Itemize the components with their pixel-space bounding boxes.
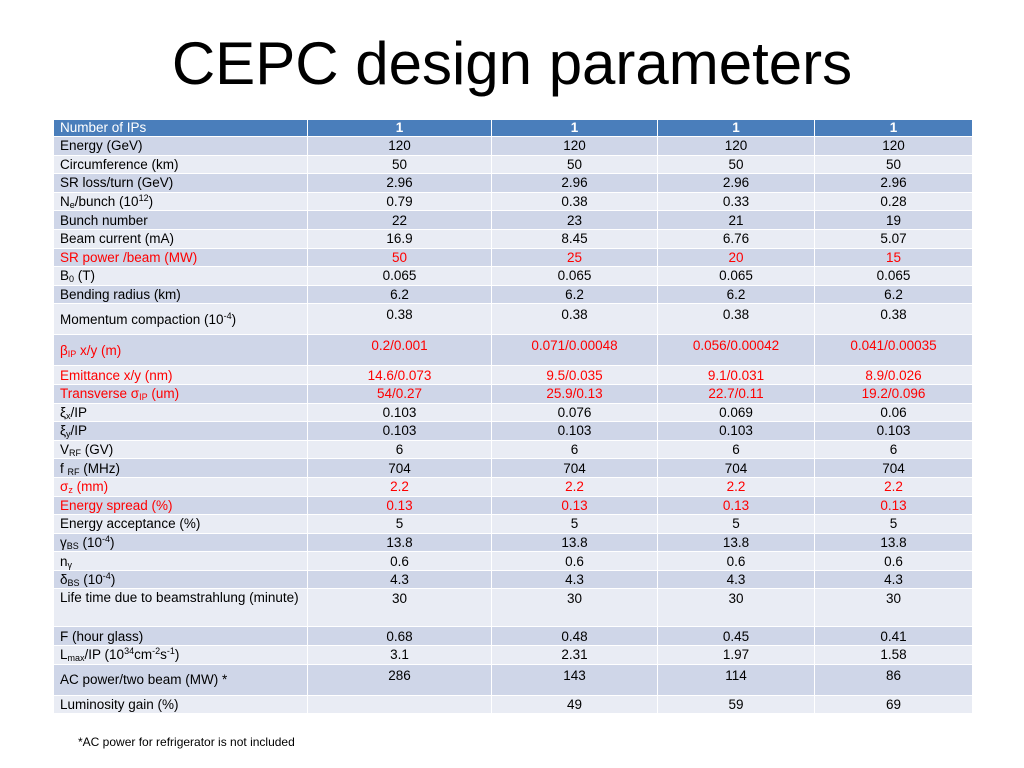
cell: 15 bbox=[815, 248, 973, 267]
row-label bbox=[54, 384, 308, 403]
label-superscript: -4 bbox=[102, 571, 111, 582]
label-part: V bbox=[60, 442, 70, 458]
cell: 25.9/0.13 bbox=[492, 384, 658, 403]
cell: 0.38 bbox=[492, 192, 658, 211]
cell: 6.2 bbox=[308, 285, 492, 304]
row-label: Number of IPs bbox=[54, 120, 308, 137]
cell: 1 bbox=[815, 120, 973, 137]
label-part: Transverse σ bbox=[60, 386, 140, 402]
cell: 0.069 bbox=[658, 403, 815, 422]
table-row-beam-current bbox=[54, 229, 973, 248]
label-part: cm bbox=[134, 647, 153, 663]
cell: 2.2 bbox=[308, 477, 492, 496]
cell: 4.3 bbox=[492, 570, 658, 589]
cell: 0.103 bbox=[815, 422, 973, 441]
label-superscript: -4 bbox=[102, 533, 111, 544]
cell: 6 bbox=[658, 440, 815, 459]
label-subscript: IP bbox=[67, 348, 77, 359]
label-superscript: -1 bbox=[166, 646, 175, 657]
table-row-life-time bbox=[54, 589, 973, 627]
cell: 0.13 bbox=[815, 496, 973, 515]
cell: 30 bbox=[492, 589, 658, 627]
cell: 0.103 bbox=[308, 403, 492, 422]
cell: 54/0.27 bbox=[308, 384, 492, 403]
cell: 704 bbox=[308, 459, 492, 478]
cell: 1.58 bbox=[815, 646, 973, 665]
cell: 5 bbox=[815, 515, 973, 534]
cell: 0.103 bbox=[658, 422, 815, 441]
cell: 0.38 bbox=[308, 304, 492, 335]
row-label bbox=[54, 192, 308, 211]
label-part: s bbox=[160, 647, 167, 663]
cell: 2.2 bbox=[658, 477, 815, 496]
table-row-sigma-z bbox=[54, 477, 973, 496]
label-subscript: y bbox=[66, 429, 71, 440]
cell: 0.13 bbox=[492, 496, 658, 515]
row-label: Beam current (mA) bbox=[54, 229, 308, 248]
cell: 0.071/0.00048 bbox=[492, 335, 658, 366]
table-row-momentum-compaction bbox=[54, 304, 973, 335]
cell: 49 bbox=[492, 695, 658, 714]
row-label: Luminosity gain (%) bbox=[54, 695, 308, 714]
cell: 0.6 bbox=[815, 552, 973, 571]
cell: 14.6/0.073 bbox=[308, 366, 492, 385]
label-subscript: max bbox=[67, 653, 85, 664]
cell: 143 bbox=[492, 664, 658, 695]
label-part: ξ bbox=[60, 423, 67, 439]
label-part: (um) bbox=[147, 386, 180, 402]
label-part: β bbox=[60, 342, 68, 358]
row-label bbox=[54, 533, 308, 552]
cell: 6.2 bbox=[658, 285, 815, 304]
cell: 20 bbox=[658, 248, 815, 267]
table-row-transverse-sigma bbox=[54, 384, 973, 403]
label-part: f bbox=[60, 460, 68, 476]
cell: 30 bbox=[815, 589, 973, 627]
cell: 0.056/0.00042 bbox=[658, 335, 815, 366]
cell: 4.3 bbox=[308, 570, 492, 589]
cell bbox=[308, 695, 492, 714]
cell: 704 bbox=[658, 459, 815, 478]
table-row-b0 bbox=[54, 267, 973, 286]
cell: 4.3 bbox=[815, 570, 973, 589]
label-part: Momentum compaction (10 bbox=[60, 311, 224, 327]
row-label: AC power/two beam (MW) * bbox=[54, 664, 308, 695]
cell: 0.06 bbox=[815, 403, 973, 422]
cell: 120 bbox=[815, 137, 973, 156]
label-part: (10 bbox=[78, 534, 103, 550]
cell: 0.6 bbox=[308, 552, 492, 571]
cell: 5 bbox=[492, 515, 658, 534]
table-row-sr-loss bbox=[54, 174, 973, 193]
label-part: N bbox=[60, 194, 70, 210]
cell: 2.2 bbox=[815, 477, 973, 496]
cell: 286 bbox=[308, 664, 492, 695]
row-label: F (hour glass) bbox=[54, 627, 308, 646]
table-row-energy-acceptance bbox=[54, 515, 973, 534]
cell: 30 bbox=[308, 589, 492, 627]
row-label bbox=[54, 335, 308, 366]
cell: 2.96 bbox=[308, 174, 492, 193]
cell: 704 bbox=[815, 459, 973, 478]
cell: 0.2/0.001 bbox=[308, 335, 492, 366]
table-row-energy bbox=[54, 137, 973, 156]
label-subscript: BS bbox=[67, 578, 80, 589]
table-row-ac-power bbox=[54, 664, 973, 695]
label-superscript: 12 bbox=[138, 193, 149, 204]
cell: 120 bbox=[492, 137, 658, 156]
row-label bbox=[54, 403, 308, 422]
cell: 0.065 bbox=[308, 267, 492, 286]
table-row-v-rf bbox=[54, 440, 973, 459]
cell: 0.13 bbox=[308, 496, 492, 515]
cell: 0.103 bbox=[492, 422, 658, 441]
cell: 13.8 bbox=[815, 533, 973, 552]
label-part: ) bbox=[231, 311, 237, 327]
cell: 5 bbox=[308, 515, 492, 534]
cell: 1 bbox=[492, 120, 658, 137]
cell: 23 bbox=[492, 211, 658, 230]
cell: 21 bbox=[658, 211, 815, 230]
cell: 6.76 bbox=[658, 229, 815, 248]
label-part: (10 bbox=[79, 572, 103, 588]
row-label: Bunch number bbox=[54, 211, 308, 230]
slide-title: CEPC design parameters bbox=[171, 30, 853, 97]
row-label bbox=[54, 646, 308, 665]
cell: 2.96 bbox=[492, 174, 658, 193]
label-part: ) bbox=[148, 194, 154, 210]
cell: 50 bbox=[492, 155, 658, 174]
row-label bbox=[54, 570, 308, 589]
row-label: Emittance x/y (nm) bbox=[54, 366, 308, 385]
cell: 2.31 bbox=[492, 646, 658, 665]
row-label bbox=[54, 422, 308, 441]
table-row-delta-bs bbox=[54, 570, 973, 589]
cell: 0.33 bbox=[658, 192, 815, 211]
cell: 0.065 bbox=[658, 267, 815, 286]
label-part: L bbox=[60, 647, 68, 663]
parameters-table bbox=[53, 119, 973, 714]
label-subscript: e bbox=[69, 200, 75, 211]
cell: 6 bbox=[308, 440, 492, 459]
cell: 114 bbox=[658, 664, 815, 695]
table-row-bunch-number bbox=[54, 211, 973, 230]
label-part: ) bbox=[110, 534, 115, 550]
row-label: SR power /beam (MW) bbox=[54, 248, 308, 267]
cell: 0.041/0.00035 bbox=[815, 335, 973, 366]
cell: 1 bbox=[308, 120, 492, 137]
cell: 120 bbox=[658, 137, 815, 156]
cell: 0.28 bbox=[815, 192, 973, 211]
label-subscript: x bbox=[66, 410, 71, 421]
cell: 13.8 bbox=[658, 533, 815, 552]
label-subscript: z bbox=[68, 485, 73, 496]
table-row-gamma-bs bbox=[54, 533, 973, 552]
label-subscript: IP bbox=[139, 392, 148, 403]
table-row-emittance bbox=[54, 366, 973, 385]
cell: 6 bbox=[492, 440, 658, 459]
cell: 13.8 bbox=[308, 533, 492, 552]
row-label bbox=[54, 267, 308, 286]
table-row-circumference bbox=[54, 155, 973, 174]
row-label: Energy acceptance (%) bbox=[54, 515, 308, 534]
table-row-ne-bunch bbox=[54, 192, 973, 211]
label-part: (MHz) bbox=[79, 460, 121, 476]
cell: 50 bbox=[815, 155, 973, 174]
label-part: γ bbox=[60, 534, 67, 550]
label-part: /IP bbox=[70, 404, 88, 420]
cell: 5 bbox=[658, 515, 815, 534]
cell: 0.6 bbox=[658, 552, 815, 571]
cell: 1 bbox=[658, 120, 815, 137]
label-superscript: -4 bbox=[223, 310, 232, 321]
cell: 704 bbox=[492, 459, 658, 478]
table-row-luminosity bbox=[54, 646, 973, 665]
row-label: Circumference (km) bbox=[54, 155, 308, 174]
table-row-luminosity-gain bbox=[54, 695, 973, 714]
cell: 0.68 bbox=[308, 627, 492, 646]
cell: 50 bbox=[658, 155, 815, 174]
cell: 8.9/0.026 bbox=[815, 366, 973, 385]
cell: 0.48 bbox=[492, 627, 658, 646]
cell: 0.6 bbox=[492, 552, 658, 571]
label-part: (T) bbox=[74, 268, 96, 284]
cell: 2.96 bbox=[658, 174, 815, 193]
cell: 2.96 bbox=[815, 174, 973, 193]
label-subscript: RF bbox=[69, 448, 82, 459]
table-row-bending-radius bbox=[54, 285, 973, 304]
row-label: Life time due to beamstrahlung (minute) bbox=[54, 589, 308, 627]
cell: 22 bbox=[308, 211, 492, 230]
cell: 1.97 bbox=[658, 646, 815, 665]
label-subscript: 0 bbox=[69, 274, 75, 285]
table-row-f-rf bbox=[54, 459, 973, 478]
cell: 0.065 bbox=[815, 267, 973, 286]
label-subscript: RF bbox=[67, 466, 80, 477]
cell: 16.9 bbox=[308, 229, 492, 248]
row-label bbox=[54, 459, 308, 478]
table-row-beta-ip bbox=[54, 335, 973, 366]
cell: 8.45 bbox=[492, 229, 658, 248]
label-part: (GV) bbox=[81, 442, 114, 458]
cell: 5.07 bbox=[815, 229, 973, 248]
cell: 4.3 bbox=[658, 570, 815, 589]
table-row-xi-y bbox=[54, 422, 973, 441]
cell: 50 bbox=[308, 155, 492, 174]
cell: 0.38 bbox=[658, 304, 815, 335]
cell: 0.13 bbox=[658, 496, 815, 515]
cell: 9.5/0.035 bbox=[492, 366, 658, 385]
cell: 0.45 bbox=[658, 627, 815, 646]
cell: 0.38 bbox=[492, 304, 658, 335]
label-superscript: -2 bbox=[152, 646, 161, 657]
row-label bbox=[54, 477, 308, 496]
label-subscript: γ bbox=[67, 559, 73, 570]
cell: 6.2 bbox=[815, 285, 973, 304]
cell: 50 bbox=[308, 248, 492, 267]
table-row-hour-glass bbox=[54, 627, 973, 646]
cell: 0.103 bbox=[308, 422, 492, 441]
cell: 13.8 bbox=[492, 533, 658, 552]
row-label: Energy (GeV) bbox=[54, 137, 308, 156]
label-part: B bbox=[60, 268, 70, 284]
label-part: σ bbox=[60, 479, 69, 495]
label-part: n bbox=[60, 553, 68, 569]
footnote: *AC power for refrigerator is not included bbox=[78, 735, 295, 749]
row-label bbox=[54, 552, 308, 571]
cell: 6.2 bbox=[492, 285, 658, 304]
cell: 19.2/0.096 bbox=[815, 384, 973, 403]
cell: 0.076 bbox=[492, 403, 658, 422]
label-part: /bunch (10 bbox=[74, 194, 139, 210]
table-row-xi-x bbox=[54, 403, 973, 422]
cell: 30 bbox=[658, 589, 815, 627]
label-part: (mm) bbox=[72, 479, 109, 495]
label-part: /IP (10 bbox=[84, 647, 125, 663]
row-label: Bending radius (km) bbox=[54, 285, 308, 304]
row-label: SR loss/turn (GeV) bbox=[54, 174, 308, 193]
cell: 120 bbox=[308, 137, 492, 156]
label-part: x/y (m) bbox=[76, 342, 122, 358]
cell: 0.065 bbox=[492, 267, 658, 286]
cell: 19 bbox=[815, 211, 973, 230]
header-row bbox=[54, 120, 973, 137]
cell: 2.2 bbox=[492, 477, 658, 496]
cell: 59 bbox=[658, 695, 815, 714]
table-row-energy-spread bbox=[54, 496, 973, 515]
cell: 0.38 bbox=[815, 304, 973, 335]
row-label bbox=[54, 304, 308, 335]
cell: 9.1/0.031 bbox=[658, 366, 815, 385]
label-part: δ bbox=[60, 572, 68, 588]
cell: 0.79 bbox=[308, 192, 492, 211]
row-label: Energy spread (%) bbox=[54, 496, 308, 515]
cell: 86 bbox=[815, 664, 973, 695]
row-label bbox=[54, 440, 308, 459]
cell: 69 bbox=[815, 695, 973, 714]
label-part: ) bbox=[110, 572, 116, 588]
label-superscript: 34 bbox=[124, 646, 135, 657]
label-part: ξ bbox=[60, 404, 67, 420]
cell: 3.1 bbox=[308, 646, 492, 665]
cell: 0.41 bbox=[815, 627, 973, 646]
table-row-n-gamma bbox=[54, 552, 973, 571]
table-row-sr-power bbox=[54, 248, 973, 267]
cell: 6 bbox=[815, 440, 973, 459]
cell: 22.7/0.11 bbox=[658, 384, 815, 403]
cell: 25 bbox=[492, 248, 658, 267]
label-subscript: BS bbox=[66, 540, 79, 551]
label-part: ) bbox=[174, 647, 180, 663]
label-part: /IP bbox=[70, 423, 88, 439]
